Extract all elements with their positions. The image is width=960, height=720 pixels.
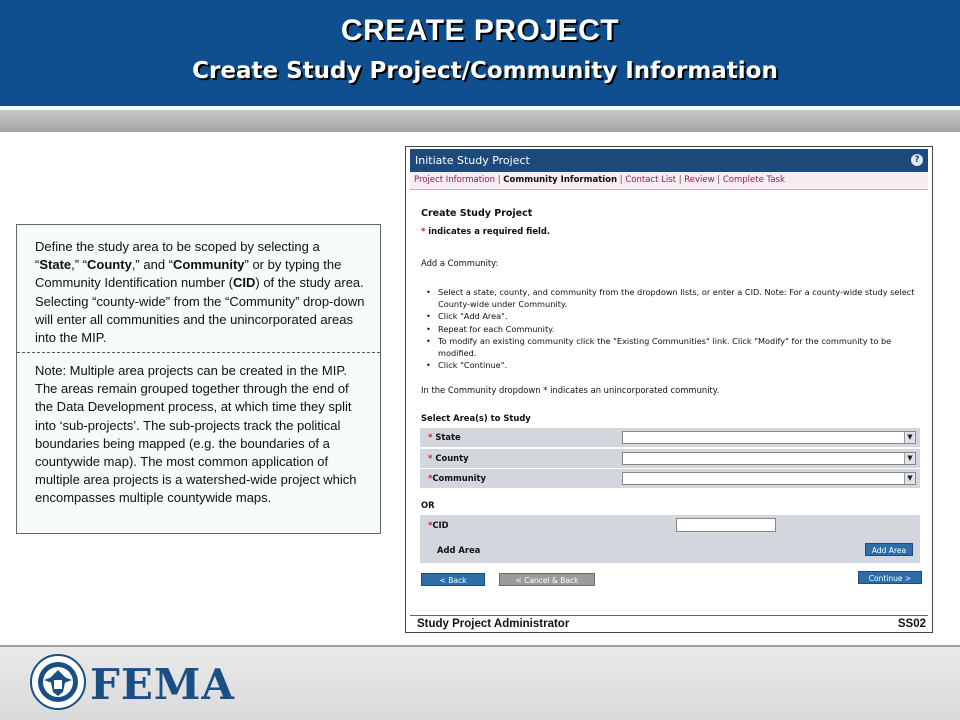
text-run: ) of the study area. Selecting “county-wide” from the “Community” drop-down will enter all communities and the unincorporated areas into the MIP. [35, 275, 365, 346]
add-area-label: Add Area [437, 545, 481, 555]
tab-separator: | [497, 175, 501, 185]
cancel-back-button[interactable]: < Cancel & Back [499, 573, 595, 586]
required-note-text: indicates a required field. [425, 226, 551, 236]
tab-community-information[interactable]: Community Information [503, 175, 618, 185]
unincorporated-note: In the Community dropdown * indicates an unincorporated community. [421, 385, 720, 395]
text-run: ” or by typing the Community Identification number ( [35, 257, 342, 291]
bold-community: Community [173, 257, 245, 273]
role-label: Study Project Administrator [417, 618, 570, 630]
back-button[interactable]: < Back [421, 573, 485, 586]
screen-footer [410, 615, 928, 631]
list-item: • Repeat for each Community. [420, 323, 920, 335]
tab-review[interactable]: Review [684, 175, 715, 185]
state-label-text: State [435, 432, 461, 442]
window-title-bar [410, 149, 928, 172]
text-run: ,” and “ [131, 257, 173, 273]
county-label [428, 453, 469, 463]
required-mark: * [428, 473, 433, 483]
continue-button[interactable]: Continue > [858, 571, 922, 584]
tab-complete-task[interactable]: Complete Task [722, 175, 785, 185]
required-mark: * [428, 453, 433, 463]
form-heading: Create Study Project [421, 208, 533, 219]
add-area-button[interactable]: Add Area [865, 543, 913, 556]
state-label [428, 432, 461, 442]
slide-subtitle: Create Study Project/Community Information [192, 58, 778, 84]
bold-state: State [39, 257, 72, 273]
state-row [420, 428, 920, 447]
app-screenshot [405, 146, 933, 633]
tab-project-information[interactable]: Project Information [414, 175, 495, 185]
gray-band [0, 110, 960, 132]
cid-input[interactable] [676, 518, 776, 532]
community-row [420, 469, 920, 488]
list-item: • Click "Add Area". [420, 310, 920, 322]
county-select[interactable] [622, 452, 916, 465]
state-select[interactable] [622, 431, 916, 444]
dashed-divider [17, 352, 380, 353]
tab-contact-list[interactable]: Contact List [625, 175, 676, 185]
chevron-down-icon[interactable]: ▼ [904, 473, 915, 484]
tab-separator: | [717, 175, 721, 185]
bold-cid: CID [232, 275, 256, 291]
explanation-box [16, 224, 381, 534]
select-area-heading: Select Area(s) to Study [421, 413, 531, 423]
or-label: OR [421, 500, 435, 510]
note-paragraph: Note: Multiple area projects can be created in the MIP. The areas remain grouped together through the end of the Data Development process, at which time they split into ‘sub-projects’. The sub-projects track the political boundaries being mapped (e.g. the boundaries of a countywide map). The most common application of multiple area projects is a watershed-wide project which encompasses multiple countywide maps. [35, 363, 357, 506]
text-run: Define the study area to be scoped by selecting a “ [35, 239, 320, 273]
county-label-text: County [435, 453, 469, 463]
list-item: • Select a state, county, and community from the dropdown lists, or enter a CID. Note: For a county-wide study select County-wide under Community. [420, 286, 920, 310]
dhs-seal-icon [30, 654, 86, 710]
tab-separator: | [619, 175, 623, 185]
slide-header [0, 0, 960, 106]
cid-label-text: CID [432, 520, 449, 530]
community-label-text: Community [432, 473, 487, 483]
community-label [428, 473, 486, 483]
fema-logo: FEMA [90, 660, 235, 709]
community-select[interactable] [622, 472, 916, 485]
list-item: • Click "Continue". [420, 359, 920, 371]
required-mark: * [421, 226, 426, 236]
required-mark: * [428, 520, 433, 530]
bold-county: County [87, 257, 132, 273]
help-icon[interactable]: ? [911, 154, 923, 166]
required-mark: * [428, 432, 433, 442]
required-note [421, 226, 550, 236]
chevron-down-icon[interactable]: ▼ [904, 453, 915, 464]
text-run: ,” “ [71, 257, 88, 273]
window-title: Initiate Study Project [415, 154, 530, 167]
list-item: • To modify an existing community click the "Existing Communities" link. Click "Modify" for the community to be modified. [420, 335, 920, 359]
explanation-paragraph [35, 238, 365, 347]
screen-id: SS02 [897, 618, 926, 630]
instructions-list [420, 286, 920, 371]
county-row [420, 449, 920, 468]
tab-separator: | [678, 175, 682, 185]
cid-label [428, 520, 449, 530]
step-tabs [410, 172, 928, 190]
chevron-down-icon[interactable]: ▼ [904, 432, 915, 443]
slide-title: CREATE PROJECT [340, 14, 620, 47]
cid-section [420, 515, 920, 563]
add-community-label: Add a Community: [421, 258, 499, 268]
